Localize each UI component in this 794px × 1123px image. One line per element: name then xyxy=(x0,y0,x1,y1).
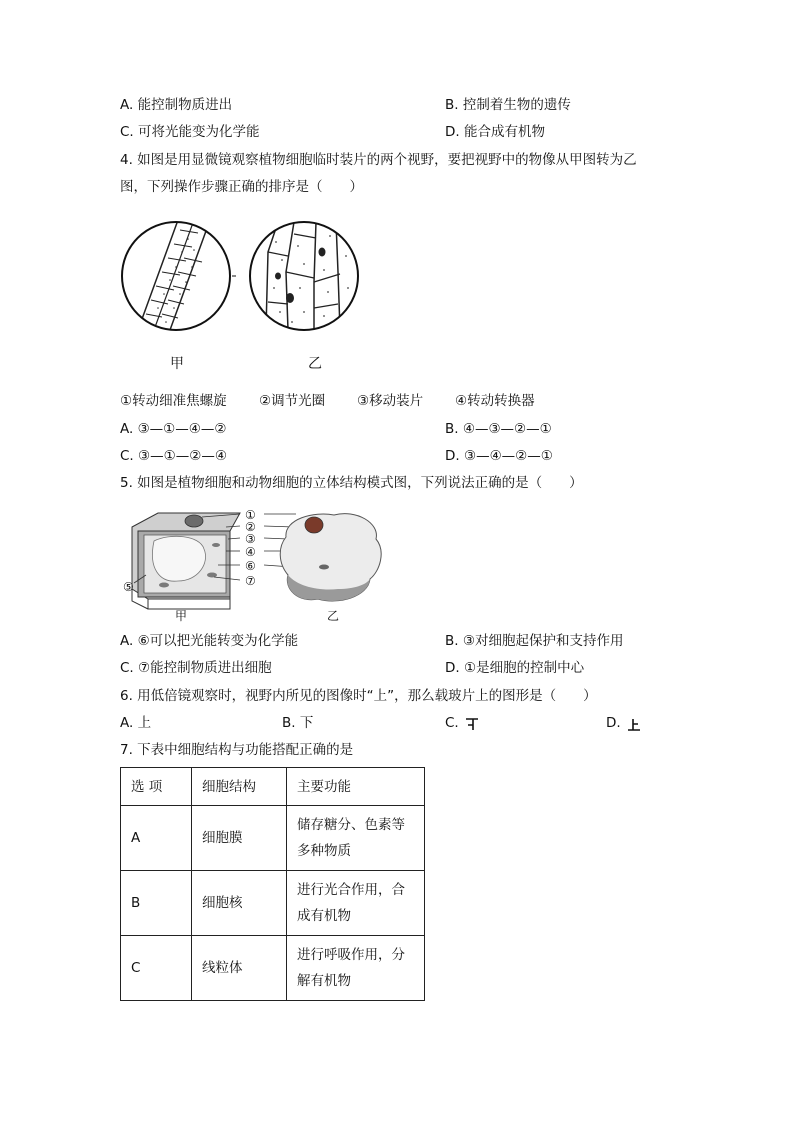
table-cell: 细胞核 xyxy=(192,871,287,936)
q4-microscope-figure xyxy=(118,212,378,382)
q4-step-4: ④转动转换器 xyxy=(455,393,535,409)
table-row xyxy=(121,871,425,936)
q4-stem-line2: 图，下列操作步骤正确的排序是（ ） xyxy=(120,179,363,195)
table-header-cell: 细胞结构 xyxy=(192,768,287,806)
q3-option-a: A. 能控制物质进出 xyxy=(120,97,233,113)
q4-stem-line1: 4. 如图是用显微镜观察植物细胞临时装片的两个视野，要把视野中的物像从甲图转为乙 xyxy=(120,152,637,168)
table-cell: B xyxy=(121,871,192,936)
q5-option-d: D. ①是细胞的控制中心 xyxy=(445,660,585,676)
rotated-character-d-icon xyxy=(627,717,641,731)
callout-3: ③ xyxy=(245,532,256,546)
q6-option-d: D. xyxy=(606,715,621,731)
q4-option-a: A. ③—①—④—② xyxy=(120,421,227,437)
q6-option-b: B. 下 xyxy=(282,715,314,731)
q6-option-c: C. xyxy=(445,715,459,731)
q4-step-1: ①转动细准焦螺旋 xyxy=(120,393,227,409)
callout-7: ⑦ xyxy=(245,574,256,588)
field-of-view-jia xyxy=(138,220,210,330)
table-cell: 线粒体 xyxy=(192,936,287,1001)
q5-figure-label-yi: 乙 xyxy=(327,609,340,623)
table-cell: C xyxy=(121,936,192,1001)
animal-cell-diagram xyxy=(280,514,381,601)
q4-option-d: D. ③—④—②—① xyxy=(445,448,553,464)
q6-option-a: A. 上 xyxy=(120,715,152,731)
q3-option-d: D. 能合成有机物 xyxy=(445,124,545,140)
q4-step-2: ②调节光圈 xyxy=(259,393,326,409)
table-cell: 进行呼吸作用，分解有机物 xyxy=(287,936,425,1001)
table-header-cell: 主要功能 xyxy=(287,768,425,806)
rotated-character-c-icon xyxy=(465,717,479,731)
callout-2: ② xyxy=(245,520,256,534)
table-cell: 细胞膜 xyxy=(192,806,287,871)
plant-cell-diagram xyxy=(132,513,240,609)
q5-option-b: B. ③对细胞起保护和支持作用 xyxy=(445,633,624,649)
structure-function-table xyxy=(120,767,425,1001)
q4-option-b: B. ④—③—②—① xyxy=(445,421,552,437)
table-row xyxy=(121,936,425,1001)
q4-figure-label-yi: 乙 xyxy=(308,356,322,372)
callout-4: ④ xyxy=(245,545,256,559)
callout-5: ⑤ xyxy=(123,580,134,594)
table-header-cell: 选 项 xyxy=(121,768,192,806)
q5-option-c: C. ⑦能控制物质进出细胞 xyxy=(120,660,272,676)
q7-stem: 7. 下表中细胞结构与功能搭配正确的是 xyxy=(120,742,354,758)
table-header-row xyxy=(121,768,425,806)
q5-figure-label-jia: 甲 xyxy=(175,609,188,623)
callout-6: ⑥ xyxy=(245,559,256,573)
q4-figure-label-jia: 甲 xyxy=(170,356,184,372)
field-of-view-yi xyxy=(266,222,349,330)
q6-stem: 6. 用低倍镜观察时，视野内所见的图像时“上”，那么载玻片上的图形是（ ） xyxy=(120,688,597,704)
callout-1: ① xyxy=(245,508,256,522)
q3-option-b: B. 控制着生物的遗传 xyxy=(445,97,571,113)
table-cell: A xyxy=(121,806,192,871)
q3-option-c: C. 可将光能变为化学能 xyxy=(120,124,260,140)
table-row xyxy=(121,806,425,871)
q4-step-3: ③移动装片 xyxy=(357,393,424,409)
table-cell: 进行光合作用，合成有机物 xyxy=(287,871,425,936)
q5-option-a: A. ⑥可以把光能转变为化学能 xyxy=(120,633,299,649)
q5-stem: 5. 如图是植物细胞和动物细胞的立体结构模式图，下列说法正确的是（ ） xyxy=(120,475,583,491)
table-cell: 储存糖分、色素等多种物质 xyxy=(287,806,425,871)
q4-option-c: C. ③—①—②—④ xyxy=(120,448,227,464)
